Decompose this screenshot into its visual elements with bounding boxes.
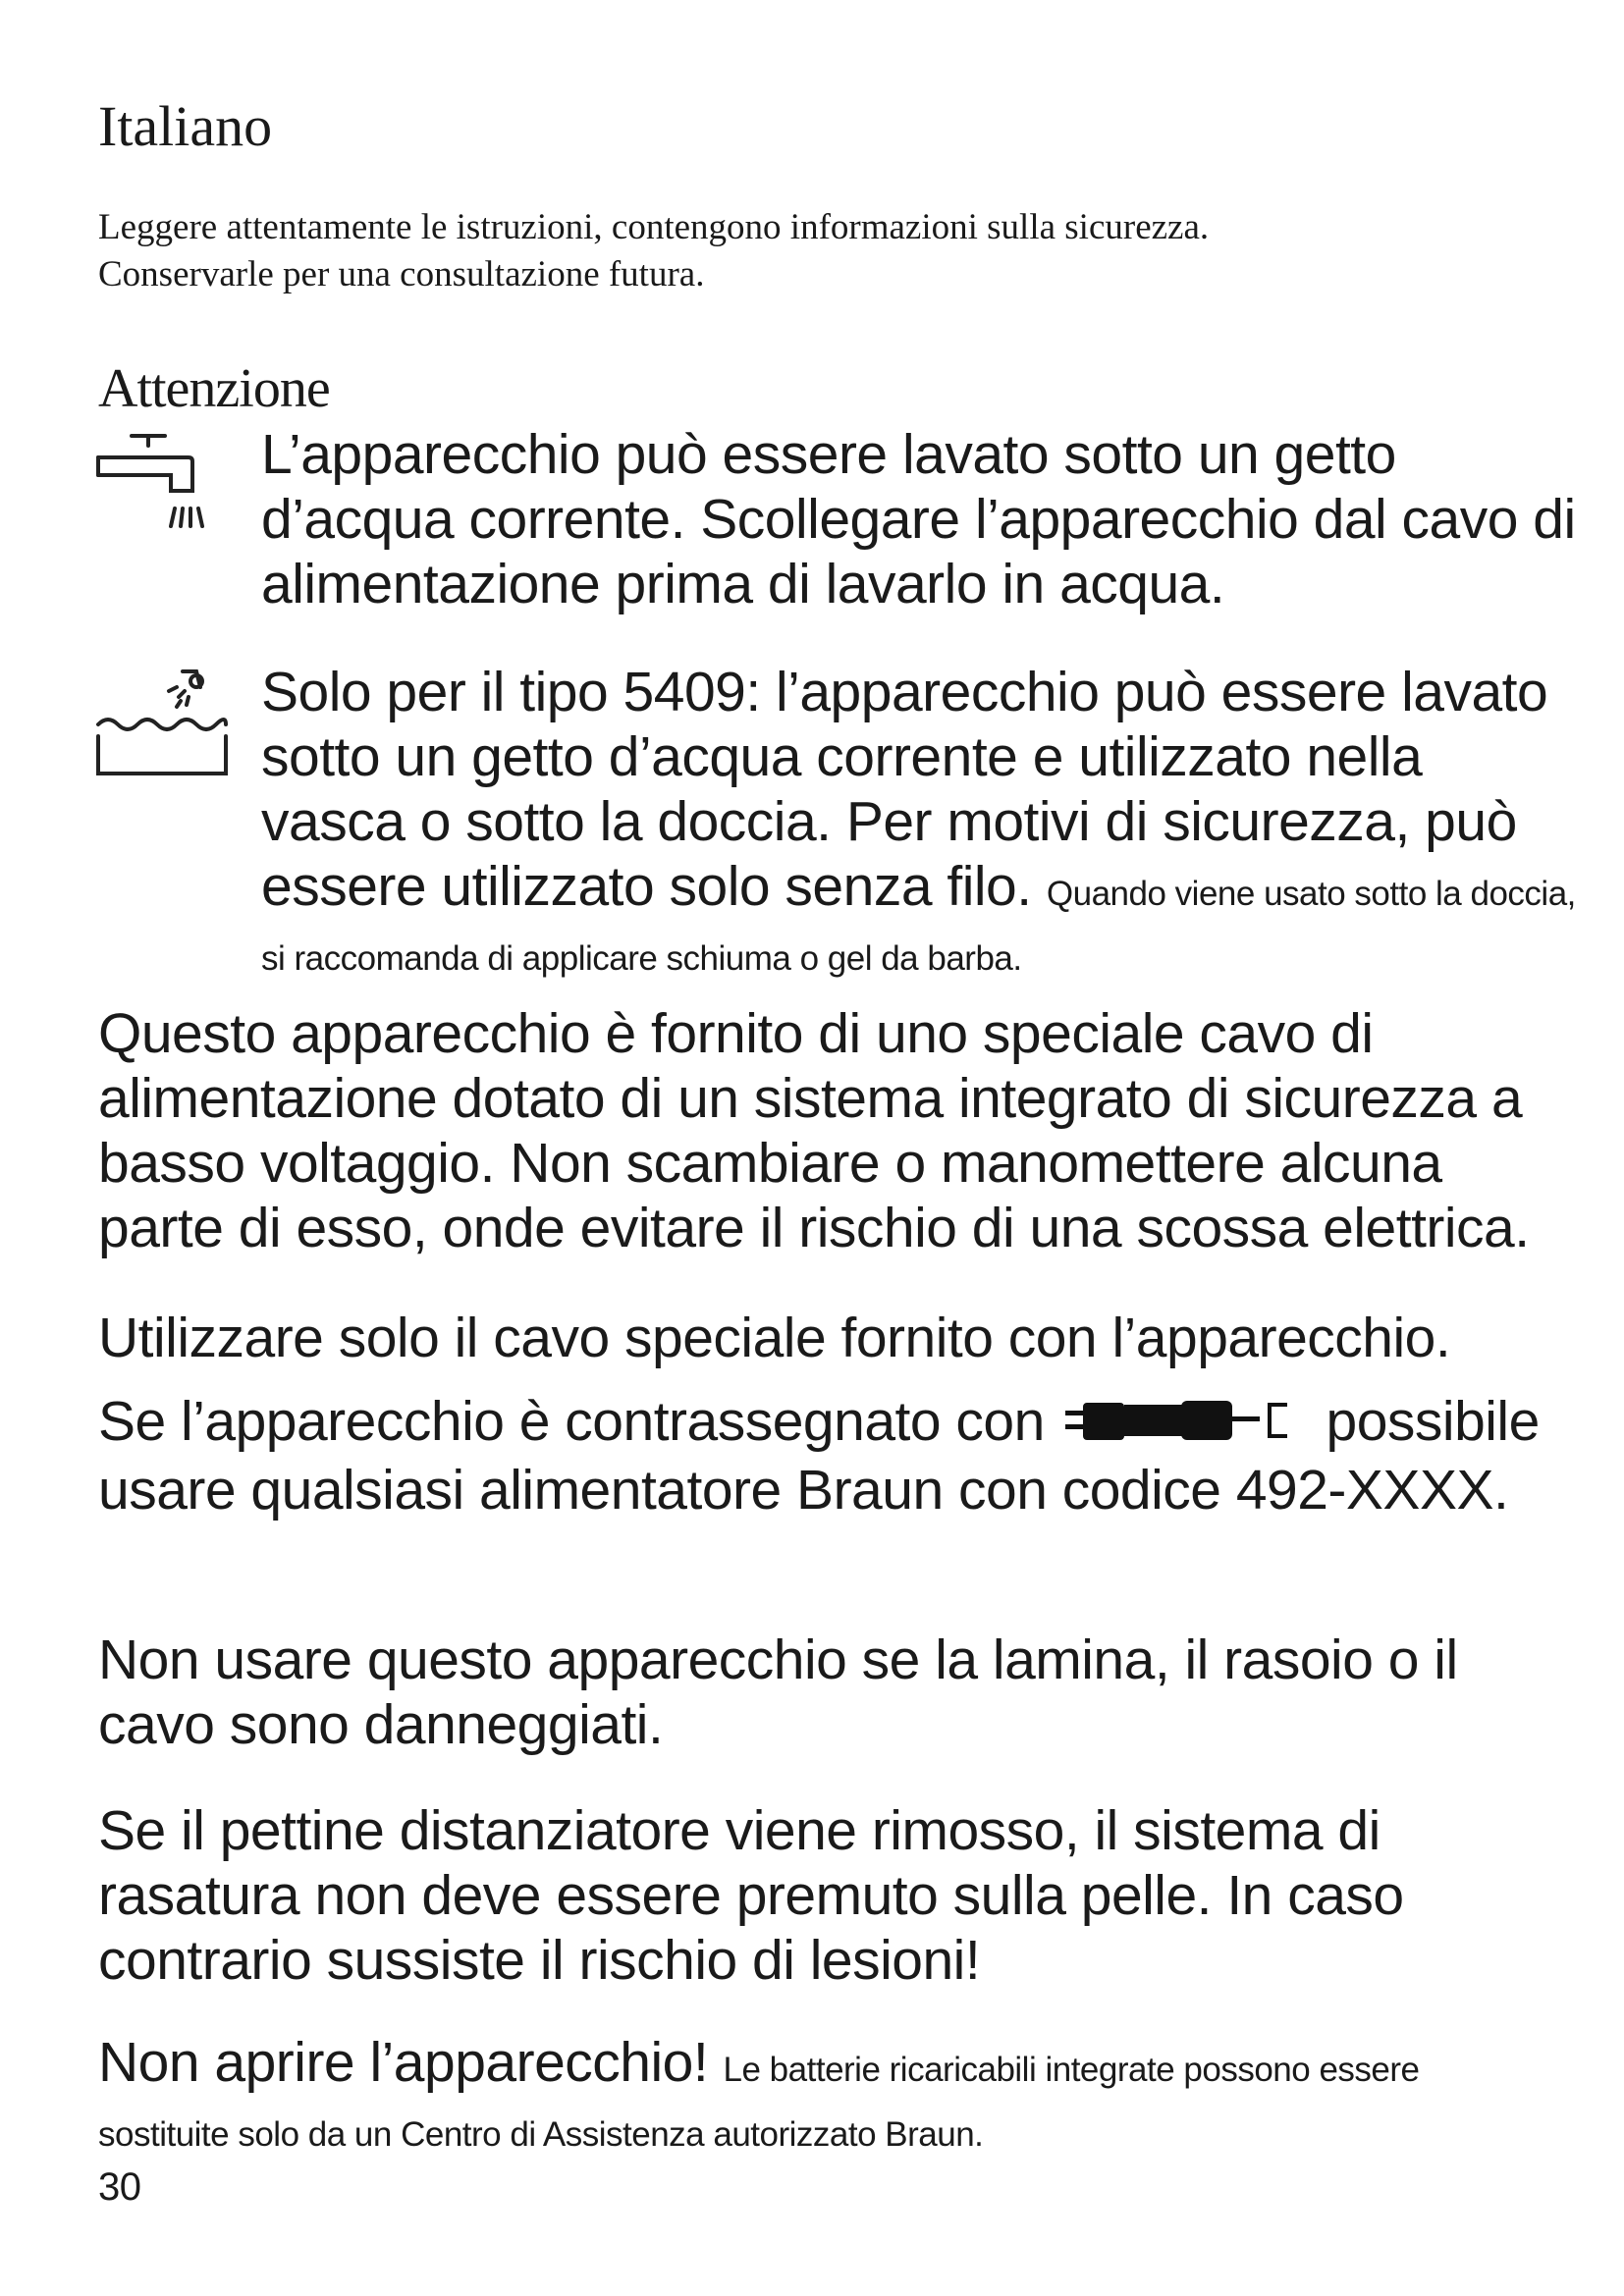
warning-note: Quando viene usato sotto la doccia, si raccomanda di applicare schiuma o gel da barba. <box>261 875 1576 978</box>
warning-heading: Attenzione <box>98 358 330 419</box>
language-title: Italiano <box>98 94 273 158</box>
warning-item-water <box>261 422 1577 616</box>
open-warning-paragraph <box>98 2030 1551 2160</box>
power-marking-symbol <box>1065 1393 1311 1458</box>
faucet-icon <box>94 432 222 540</box>
special-cable-paragraph: Utilizzare solo il cavo speciale fornito con l’apparecchio. <box>98 1307 1451 1369</box>
warning-item-bath <box>261 660 1577 984</box>
bath-shower-icon <box>94 667 232 780</box>
marking-paragraph <box>98 1389 1551 1522</box>
damage-paragraph: Non usare questo apparecchio se la lamina, il rasoio o il cavo sono danneggiati. <box>98 1629 1458 1756</box>
open-warning-main: Non aprire l’apparecchio! <box>98 2031 709 2094</box>
warning-text: L’apparecchio può essere lavato sotto un getto d’acqua corrente. Scollegare l’apparecchio dal cavo di alimentazione prima di lavarlo in acqua. <box>261 423 1576 615</box>
marking-suffix: possibile usare qualsiasi alimentatore Braun con codice 492-XXXX. <box>98 1390 1540 1522</box>
intro-text: Leggere attentamente le istruzioni, contengono informazioni sulla sicurezza. Conservarle per una consultazione futura. <box>98 207 1210 294</box>
marking-prefix: Se l’apparecchio è contrassegnato con <box>98 1390 1045 1453</box>
page-number: 30 <box>98 2165 141 2209</box>
cable-paragraph: Questo apparecchio è fornito di uno speciale cavo di alimentazione dotato di un sistema integrato di sicurezza a basso voltaggio. Non scambiare o manomettere alcuna parte di esso, onde evitare il rischio di una scossa elettrica. <box>98 1002 1530 1259</box>
open-warning-detail: Le batterie ricaricabili integrate possono essere sostituite solo da un Centro di Assistenza autorizzato Braun. <box>98 2051 1420 2154</box>
warning-text: Solo per il tipo 5409: l’apparecchio può essere lavato sotto un getto d’acqua corrente e utilizzato nella vasca o sotto la doccia. Per motivi di sicurezza, può essere utilizzato solo senza filo. <box>261 661 1548 918</box>
comb-paragraph: Se il pettine distanziatore viene rimosso, il sistema di rasatura non deve essere premuto sulla pelle. In caso contrario sussiste il rischio di lesioni! <box>98 1799 1404 1992</box>
